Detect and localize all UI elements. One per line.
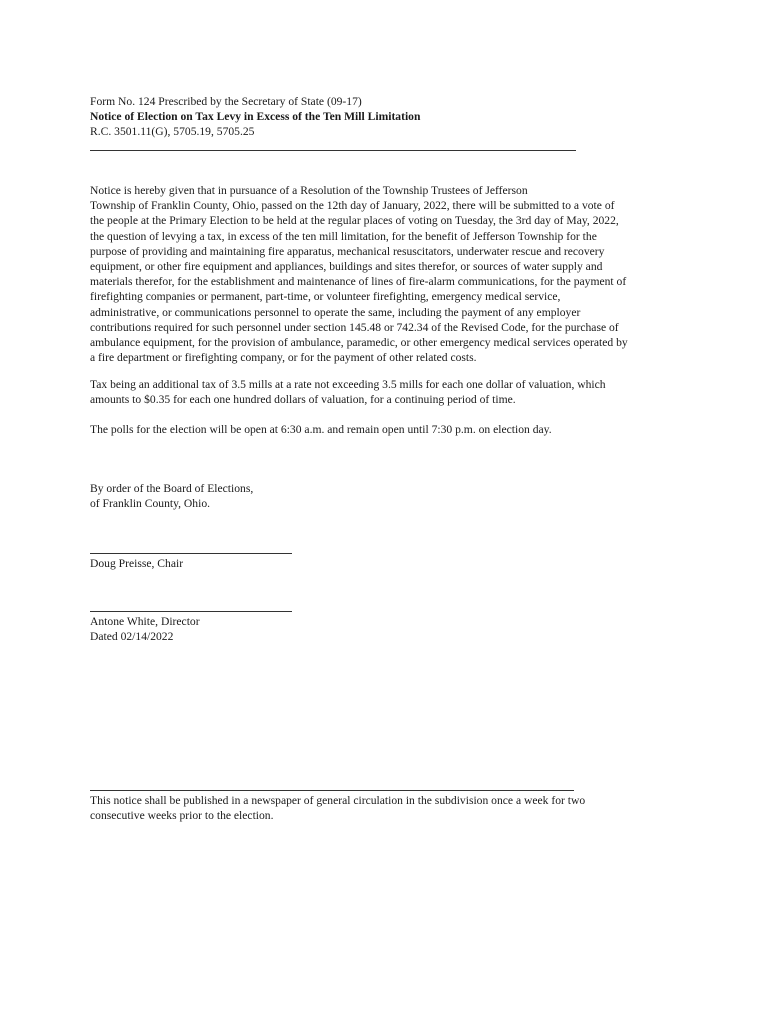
notice-line: a fire department or firefighting company, or for the payment of other related costs. (90, 351, 477, 365)
director-signature-block (90, 614, 690, 644)
form-number-line: Form No. 124 Prescribed by the Secretary of State (09-17) (90, 95, 362, 108)
polls-line: The polls for the election will be open at 6:30 a.m. and remain open until 7:30 p.m. on election day. (90, 423, 552, 436)
notice-line: administrative, or communications personnel to operate the same, including the payment of any employer (90, 305, 581, 319)
revised-code-line: R.C. 3501.11(G), 5705.19, 5705.25 (90, 125, 255, 139)
notice-title: Notice of Election on Tax Levy in Excess of the Ten Mill Limitation (90, 110, 421, 124)
notice-paragraph (90, 183, 690, 365)
notice-line: contributions required for such personnel under section 145.48 or 742.34 of the Revised Code, for the purchase of (90, 320, 619, 334)
polls-paragraph (90, 422, 690, 437)
tax-line: amounts to $0.35 for each one hundred dollars of valuation, for a continuing period of time. (90, 393, 516, 407)
footer-line: This notice shall be published in a newspaper of general circulation in the subdivision once a week for two (90, 794, 586, 807)
chair-signature-block (90, 556, 690, 571)
notice-line: firefighting companies or permanent, part-time, or volunteer firefighting, emergency medical service, (90, 290, 561, 304)
director-signature-line (90, 611, 292, 612)
footer-note (90, 793, 690, 823)
order-block (90, 481, 690, 511)
order-line-1: By order of the Board of Elections, (90, 482, 254, 495)
notice-line: purpose of providing and maintaining fire apparatus, mechanical resuscitators, underwater rescue and recovery (90, 244, 605, 258)
notice-line: equipment, or other fire equipment and appliances, buildings and sites therefor, or sources of water supply and (90, 260, 603, 274)
notice-line: materials therefor, for the establishment and maintenance of lines of fire-alarm communications, for the payment of (90, 275, 627, 289)
header-divider (90, 150, 576, 151)
notice-line: ambulance equipment, for the provision of ambulance, paramedic, or other emergency medical services operated by (90, 336, 628, 350)
notice-line: the people at the Primary Election to be held at the regular places of voting on Tuesday, the 3rd day of May, 2022, (90, 214, 619, 228)
footer-divider (90, 790, 574, 791)
dated-line: Dated 02/14/2022 (90, 630, 174, 644)
chair-signature-line (90, 553, 292, 554)
tax-line: Tax being an additional tax of 3.5 mills at a rate not exceeding 3.5 mills for each one dollar of valuation, which (90, 378, 606, 391)
notice-line: Township of Franklin County, Ohio, passed on the 12th day of January, 2022, there will be submitted to a vote of (90, 199, 615, 213)
form-header (90, 94, 690, 140)
footer-line: consecutive weeks prior to the election. (90, 809, 274, 823)
notice-line: Notice is hereby given that in pursuance of a Resolution of the Township Trustees of Jefferson (90, 184, 528, 197)
director-name: Antone White, Director (90, 615, 200, 628)
notice-line: the question of levying a tax, in excess of the ten mill limitation, for the benefit of Jefferson Township for the (90, 229, 597, 243)
order-line-2: of Franklin County, Ohio. (90, 497, 211, 511)
chair-name: Doug Preisse, Chair (90, 557, 184, 570)
tax-paragraph (90, 377, 690, 407)
